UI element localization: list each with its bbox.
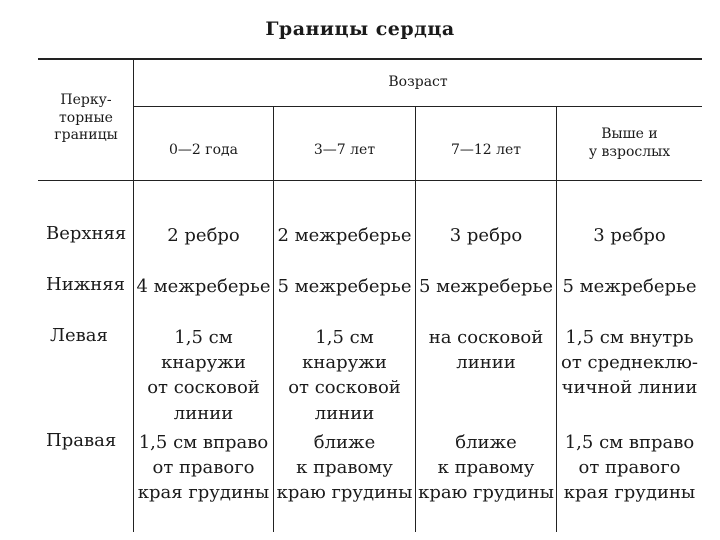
table-cell: 2 межреберье (277, 225, 412, 246)
table-cell: 1,5 см вправо от правого края грудины (137, 432, 270, 504)
table-cell: 1,5 см внутрь от среднеклю- чичной линии (561, 327, 698, 399)
age-group-header: Возраст (388, 74, 448, 90)
table-cell: 2 ребро (167, 225, 240, 246)
column-header-adult: Выше и у взрослых (588, 126, 671, 160)
table-cell: 1,5 см кнаружи от сосковой линии (147, 327, 260, 424)
table-cell: на сосковой линии (428, 327, 544, 374)
table-cell: 5 межреберье (277, 276, 412, 297)
table-cell: 5 межреберье (562, 276, 697, 297)
table-top-rule (38, 58, 702, 60)
table-cell: ближе к правому краю грудины (418, 432, 554, 504)
row-label-lower: Нижняя (46, 274, 125, 295)
row-label-right: Правая (46, 430, 117, 451)
table-cell: 3 ребро (449, 225, 523, 246)
table-cell: 1,5 см вправо от правого края грудины (563, 432, 696, 504)
age-group-rule (134, 106, 702, 107)
table-cell: 5 межреберье (418, 276, 554, 297)
column-header-7-12: 7—12 лет (450, 142, 522, 158)
table-cell: ближе к правому краю грудины (276, 432, 413, 504)
table-cell: 4 межреберье (136, 276, 271, 297)
column-header-3-7: 3—7 лет (313, 142, 376, 158)
row-label-upper: Верхняя (46, 223, 127, 244)
table-cell: 3 ребро (593, 225, 666, 246)
column-header-0-2: 0—2 года (169, 142, 238, 158)
row-label-header: Перку- торные границы (54, 92, 118, 143)
table-cell: 1,5 см кнаружи от сосковой линии (288, 327, 401, 424)
header-bottom-rule (38, 180, 702, 181)
page-title: Границы сердца (265, 18, 455, 40)
row-label-left: Левая (50, 325, 108, 346)
